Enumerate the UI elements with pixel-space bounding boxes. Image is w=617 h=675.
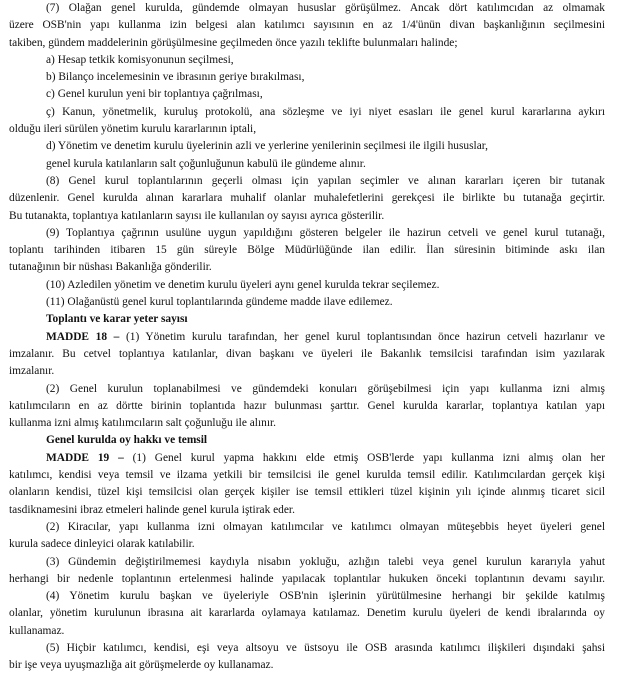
- text-line: [9, 104, 605, 121]
- text-line: [9, 329, 605, 346]
- text-line: [9, 623, 605, 640]
- text-line: [9, 484, 605, 501]
- text-line: [9, 519, 605, 536]
- text-line: [9, 190, 605, 207]
- line-text: katılımcı, kendisi veya temsil ve ilzama yetkili bir temsilcisi ile genel kurulda temsil edilir. Katılımcılardan gerçek kişi: [9, 469, 605, 482]
- text-line: [9, 52, 605, 69]
- text-line: [9, 657, 605, 674]
- line-text: Toplantı ve karar yeter sayısı: [46, 313, 188, 326]
- text-line: [9, 225, 605, 242]
- line-text: olanların kendisi, tüzel kişi temsilcisi olan gerçek kişiler ise temsil ettikleri tüzel kişinin yılı içinde alınmış ticaret sicil: [9, 486, 605, 499]
- line-text: (8) Genel kurul toplantılarının geçerli olması için yapılan seçimler ve alınan kararları içeren bir tutanak: [46, 174, 605, 187]
- line-text: bir işe veya uyuşmazlığa ait görüşmelerde oy kullanamaz.: [9, 659, 274, 672]
- text-line: [9, 0, 605, 17]
- text-line: [9, 242, 605, 259]
- text-line: [9, 35, 605, 52]
- text-line: [9, 398, 605, 415]
- text-line: [9, 121, 605, 138]
- text-line: [9, 173, 605, 190]
- line-text: tutanağının bir nüshası Bakanlığa gönderilir.: [9, 261, 212, 274]
- section-heading: [9, 311, 605, 328]
- line-text: kurula sadece dinleyici olarak katılabilir.: [9, 538, 195, 551]
- line-text: (11) Olağanüstü genel kurul toplantılarında gündeme madde ilave edilemez.: [46, 296, 393, 309]
- line-text: (5) Hiçbir katılımcı, kendisi, eşi veya altsoyu ve üstsoyu ile OSB arasında katılımcı ilişkileri dışındaki şahsi: [46, 641, 605, 654]
- line-text: (9) Toplantıya çağrının usulüne uygun yapıldığını gösteren belgeler ile hazirun cetveli ve genel kurul tutanağı,: [46, 226, 605, 239]
- line-text: a) Hesap tetkik komisyonunun seçilmesi,: [46, 53, 234, 66]
- line-text: (4) Yönetim kurulu başkan ve üyeleriyle OSB'nin işlerinin yürütülmesine herhangi bir şekilde katılmış: [46, 590, 605, 603]
- line-text: b) Bilanço incelemesinin ve ibrasının geriye bırakılması,: [46, 71, 305, 84]
- article-number: MADDE 19 –: [46, 451, 124, 464]
- line-text: olanlar, yönetim kurulunun ibrasına ait kararlarda oylamaya katılamaz. Denetim kurulu üyeleri de kendi ibralarında oy: [9, 607, 605, 620]
- text-line: [9, 467, 605, 484]
- line-text: Bu tutanakta, toplantıya katılanların sayısı ile kullanılan oy sayısı ayrıca gösterilir.: [9, 209, 385, 222]
- text-line: [9, 86, 605, 103]
- line-text: olduğu ileri sürülen yönetim kurulu kararlarının iptali,: [9, 123, 257, 136]
- line-text: kullanma izni almış katılımcıların salt çoğunluğu ile alınır.: [9, 417, 276, 430]
- text-line: [9, 554, 605, 571]
- line-text: üzere OSB'nin yapı kullanma izin belgesi alan katılımcı sayısının en az 1/4'ünün divan başkanlığının seçilmesini: [9, 19, 605, 32]
- text-line: [9, 259, 605, 276]
- line-text: (3) Gündemin değiştirilmemesi kaydıyla nisabın yokluğu, azlığın talebi veya genel kurulun kararıyla yahut: [46, 555, 605, 568]
- text-line: [9, 69, 605, 86]
- line-text: imzalanır.: [9, 365, 55, 378]
- text-line: [9, 277, 605, 294]
- line-text: Genel kurulda oy hakkı ve temsil: [46, 434, 208, 447]
- line-text: takiben, gündem maddelerinin görüşülmesine geçilmeden önce yazılı teklifte bulunmaları halinde;: [9, 36, 458, 49]
- text-line: [9, 208, 605, 225]
- text-line: [9, 571, 605, 588]
- text-line: [9, 381, 605, 398]
- text-line: [9, 502, 605, 519]
- text-line: [9, 156, 605, 173]
- article-number: MADDE 18 –: [46, 330, 120, 343]
- line-text: imzalanır. Bu cetvel toplantıya katılanlar, divan başkanı ve üyeleri ile Bakanlık temsilcisi tarafından isim yazılarak: [9, 347, 605, 360]
- line-text: (10) Azledilen yönetim ve denetim kurulu üyeleri aynı genel kurulda tekrar seçilemez.: [46, 278, 440, 291]
- line-text: (1) Genel kurul yapma hakkını elde etmiş OSB'lerde yapı kullanma izni almış olan her: [123, 451, 605, 464]
- line-text: düzenlenir. Genel kurulda alınan kararlara muhalif olanlar muhalefetlerini gerekçesi ile birlikte bu tutanağa geçirtir.: [9, 192, 605, 205]
- line-text: toplantı tarihinden itibaren 15 gün süreyle Bölge Müdürlüğünde ilan edilir. İlan süresinin bitiminde askı ilan: [9, 244, 605, 257]
- text-line: [9, 138, 605, 155]
- line-text: (1) Yönetim kurulu tarafından, her genel kurul toplantısından önce hazirun cetveli hazırlanır ve: [119, 330, 605, 343]
- text-line: [9, 640, 605, 657]
- text-line: [9, 536, 605, 553]
- line-text: d) Yönetim ve denetim kurulu üyelerinin azli ve yerlerine yenilerinin seçilmesi ile ilgili hususlar,: [46, 140, 488, 153]
- line-text: ç) Kanun, yönetmelik, kuruluş protokolü, ana sözleşme ve iyi niyet esasları ile genel kurul kararlarına aykırı: [46, 105, 605, 118]
- text-line: [9, 17, 605, 34]
- text-line: [9, 363, 605, 380]
- line-text: c) Genel kurulun yeni bir toplantıya çağrılması,: [46, 88, 263, 101]
- section-heading: [9, 432, 605, 449]
- line-text: (2) Genel kurulun toplanabilmesi ve gündemdeki konuları görüşebilmesi için yapı kullanma izni almış: [46, 382, 605, 395]
- text-line: [9, 588, 605, 605]
- line-text: herhangi bir nedenle toplantının ertelenmesi halinde yapılacak toplantılar hukuken önceki toplantının devamı sayılır.: [9, 572, 605, 585]
- text-line: [9, 605, 605, 622]
- document-body: [9, 0, 605, 675]
- text-line: [9, 415, 605, 432]
- line-text: katılımcıların en az dörtte birinin toplantıda hazır bulunması şarttır. Genel kurulda kararlar, toplantıya katılan yapı: [9, 399, 605, 412]
- line-text: (2) Kiracılar, yapı kullanma izni olmayan katılımcılar ve katılımcı olmayan müteşebbis heyet üyeleri genel: [46, 520, 605, 533]
- line-text: genel kurula katılanların salt çoğunluğunun kabulü ile gündeme alınır.: [46, 157, 366, 170]
- line-text: kullanamaz.: [9, 624, 65, 637]
- text-line: [9, 294, 605, 311]
- line-text: tasdiknamesini ibraz etmeleri halinde genel kurula iştirak eder.: [9, 503, 295, 516]
- line-text: (7) Olağan genel kurulda, gündemde olmayan hususlar görüşülmez. Ancak dört katılımcıdan az olmamak: [46, 2, 605, 14]
- text-line: [9, 346, 605, 363]
- text-line: [9, 450, 605, 467]
